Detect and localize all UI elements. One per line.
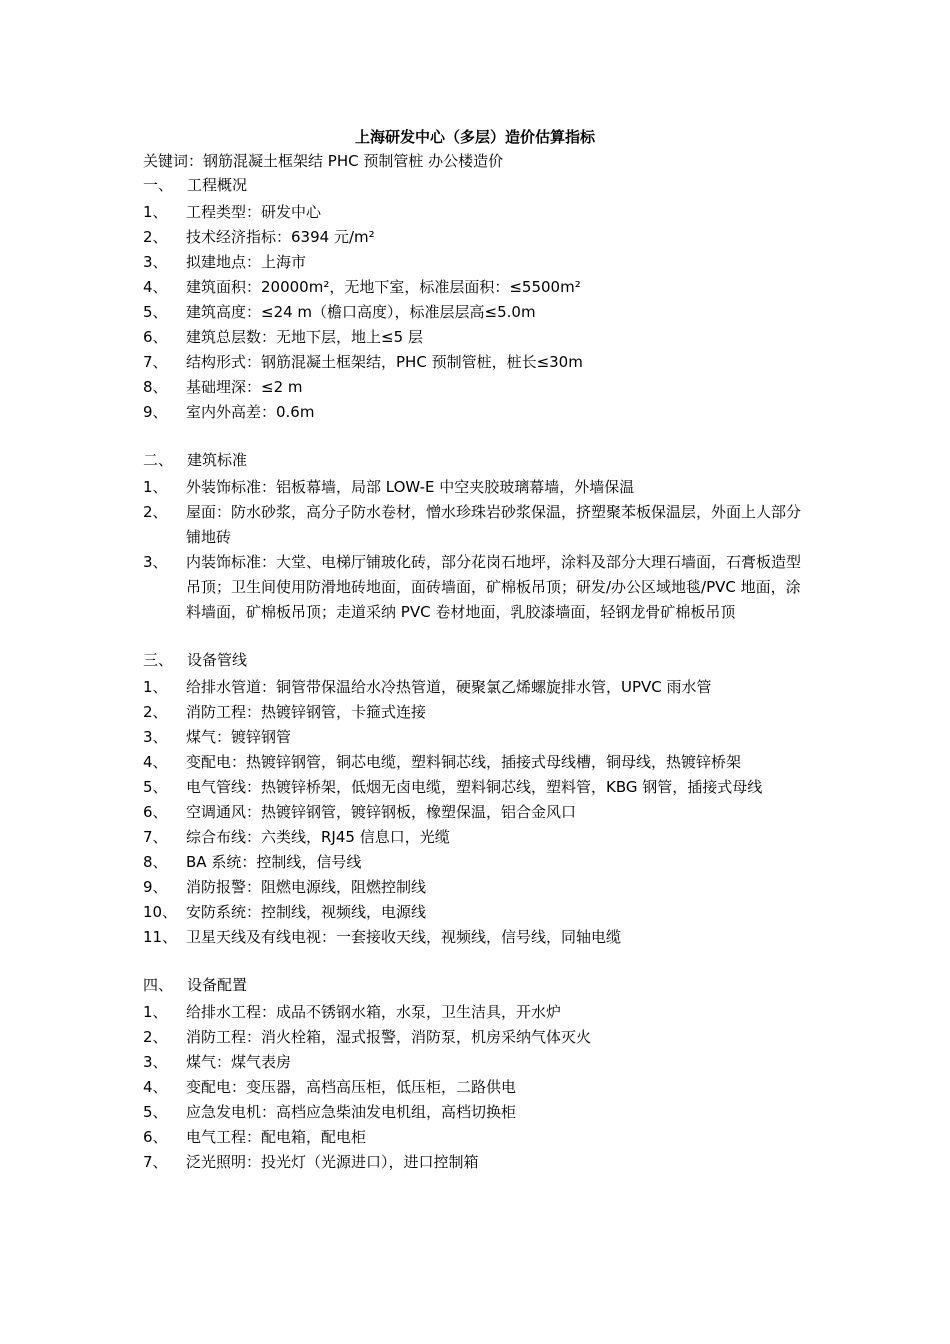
list-item	[143, 200, 803, 225]
item-text: 给排水工程：成品不锈钢水箱，水泵，卫生洁具，开水炉	[186, 1003, 562, 1021]
list-item	[143, 1050, 803, 1075]
item-number: 1、	[143, 203, 168, 221]
item-number: 2、	[143, 503, 168, 521]
section-heading	[143, 450, 803, 475]
item-text: 技术经济指标：6394 元/m²	[186, 228, 375, 246]
document-title: 上海研发中心（多层）造价估算指标	[354, 128, 595, 146]
item-number: 8、	[143, 378, 168, 396]
item-text: 给排水管道：铜管带保温给水冷热管道，硬聚氯乙烯螺旋排水管，UPVC 雨水管	[186, 678, 712, 696]
item-number: 2、	[143, 703, 168, 721]
section-spacer	[143, 625, 803, 650]
list-item	[143, 250, 803, 275]
item-number: 3、	[143, 728, 168, 746]
list-item	[143, 1100, 803, 1125]
section-spacer	[143, 425, 803, 450]
item-text: 拟建地点：上海市	[186, 253, 307, 271]
item-number: 4、	[143, 753, 168, 771]
item-number: 10、	[143, 903, 178, 921]
item-number: 5、	[143, 778, 168, 796]
item-text: 变配电：热镀锌钢管，铜芯电缆，塑料铜芯线，插接式母线槽，铜母线，热镀锌桥架	[186, 753, 742, 771]
item-text: 消防工程：消火栓箱，湿式报警，消防泵，机房采纳气体灭火	[186, 1028, 592, 1046]
list-item	[143, 850, 803, 875]
item-number: 4、	[143, 1078, 168, 1096]
list-item	[143, 550, 803, 625]
item-number: 3、	[143, 1053, 168, 1071]
list-item	[143, 1075, 803, 1100]
list-item	[143, 400, 803, 425]
section-number: 一、	[143, 176, 174, 194]
section-heading	[143, 175, 803, 200]
section-title: 建筑标准	[187, 451, 248, 469]
keywords-line: 关键词：钢筋混凝土框架结 PHC 预制管桩 办公楼造价	[143, 152, 504, 170]
item-text: 工程类型：研发中心	[186, 203, 322, 221]
item-number: 6、	[143, 1128, 168, 1146]
section-heading	[143, 975, 803, 1000]
item-number: 9、	[143, 403, 168, 421]
item-number: 6、	[143, 803, 168, 821]
item-number: 7、	[143, 353, 168, 371]
list-item	[143, 800, 803, 825]
list-item	[143, 900, 803, 925]
list-item	[143, 700, 803, 725]
section-spacer	[143, 950, 803, 975]
item-number: 7、	[143, 828, 168, 846]
item-text: 建筑高度：≤24 m（檐口高度），标准层层高≤5.0m	[186, 303, 536, 321]
list-item	[143, 875, 803, 900]
section-title: 工程概况	[187, 176, 248, 194]
list-item	[143, 1000, 803, 1025]
section-number: 四、	[143, 976, 174, 994]
item-text: 消防报警：阻燃电源线，阻燃控制线	[186, 878, 427, 896]
item-number: 2、	[143, 1028, 168, 1046]
item-text: 综合布线：六类线，RJ45 信息口，光缆	[186, 828, 450, 846]
item-number: 7、	[143, 1153, 168, 1171]
list-item	[143, 350, 803, 375]
list-item	[143, 475, 803, 500]
item-text: 室内外高差：0.6m	[186, 403, 315, 421]
item-text: 建筑面积：20000m²，无地下室，标准层面积：≤5500m²	[186, 278, 581, 296]
item-text: 结构形式：钢筋混凝土框架结，PHC 预制管桩，桩长≤30m	[186, 353, 583, 371]
item-text: 屋面：防水砂浆，高分子防水卷材，憎水珍珠岩砂浆保温，挤塑聚苯板保温层，外面上人部分铺地砖	[186, 503, 802, 546]
list-item	[143, 1150, 803, 1175]
list-item	[143, 925, 803, 950]
list-item	[143, 675, 803, 700]
list-item	[143, 225, 803, 250]
section-number: 三、	[143, 651, 174, 669]
item-text: 内装饰标准：大堂、电梯厅铺玻化砖，部分花岗石地坪，涂料及部分大理石墙面，石膏板造型吊顶；卫生间使用防滑地砖地面，面砖墙面，矿棉板吊顶；研发/办公区域地毯/PVC 地面，涂料墙面，矿棉板吊顶；走道采纳 PVC 卷材地面，乳胶漆墙面，轻钢龙骨矿棉板吊顶	[186, 553, 802, 621]
list-item	[143, 1125, 803, 1150]
item-text: 卫星天线及有线电视：一套接收天线，视频线，信号线，同轴电缆	[186, 928, 622, 946]
item-text: 煤气：煤气表房	[186, 1053, 292, 1071]
list-item	[143, 725, 803, 750]
item-number: 1、	[143, 1003, 168, 1021]
section-heading	[143, 650, 803, 675]
item-number: 3、	[143, 253, 168, 271]
item-text: 空调通风：热镀锌钢管，镀锌钢板，橡塑保温，铝合金风口	[186, 803, 577, 821]
item-number: 1、	[143, 478, 168, 496]
list-item	[143, 325, 803, 350]
item-number: 6、	[143, 328, 168, 346]
item-number: 3、	[143, 553, 168, 571]
item-number: 11、	[143, 928, 178, 946]
list-item	[143, 300, 803, 325]
list-item	[143, 825, 803, 850]
item-text: 基础埋深：≤2 m	[186, 378, 303, 396]
section-title: 设备管线	[187, 651, 248, 669]
item-text: 应急发电机：高档应急柴油发电机组，高档切换柜	[186, 1103, 517, 1121]
item-text: 变配电：变压器，高档高压柜，低压柜，二路供电	[186, 1078, 517, 1096]
item-number: 5、	[143, 303, 168, 321]
item-text: BA 系统：控制线，信号线	[186, 853, 362, 871]
item-text: 建筑总层数：无地下层，地上≤5 层	[186, 328, 423, 346]
list-item	[143, 1025, 803, 1050]
item-text: 泛光照明：投光灯（光源进口），进口控制箱	[186, 1153, 479, 1171]
item-number: 4、	[143, 278, 168, 296]
list-item	[143, 375, 803, 400]
item-text: 安防系统：控制线，视频线，电源线	[186, 903, 427, 921]
item-text: 煤气：镀锌钢管	[186, 728, 292, 746]
item-number: 1、	[143, 678, 168, 696]
item-number: 5、	[143, 1103, 168, 1121]
list-item	[143, 775, 803, 800]
item-text: 电气管线：热镀锌桥架，低烟无卤电缆，塑料铜芯线，塑料管，KBG 钢管，插接式母线	[186, 778, 763, 796]
item-text: 外装饰标准：铝板幕墙，局部 LOW-E 中空夹胶玻璃幕墙，外墙保温	[186, 478, 635, 496]
list-item	[143, 750, 803, 775]
document-body	[143, 175, 803, 1175]
list-item	[143, 500, 803, 550]
item-number: 2、	[143, 228, 168, 246]
section-title: 设备配置	[187, 976, 248, 994]
section-number: 二、	[143, 451, 174, 469]
item-text: 电气工程：配电箱，配电柜	[186, 1128, 367, 1146]
list-item	[143, 275, 803, 300]
item-text: 消防工程：热镀锌钢管，卡箍式连接	[186, 703, 427, 721]
item-number: 9、	[143, 878, 168, 896]
item-number: 8、	[143, 853, 168, 871]
